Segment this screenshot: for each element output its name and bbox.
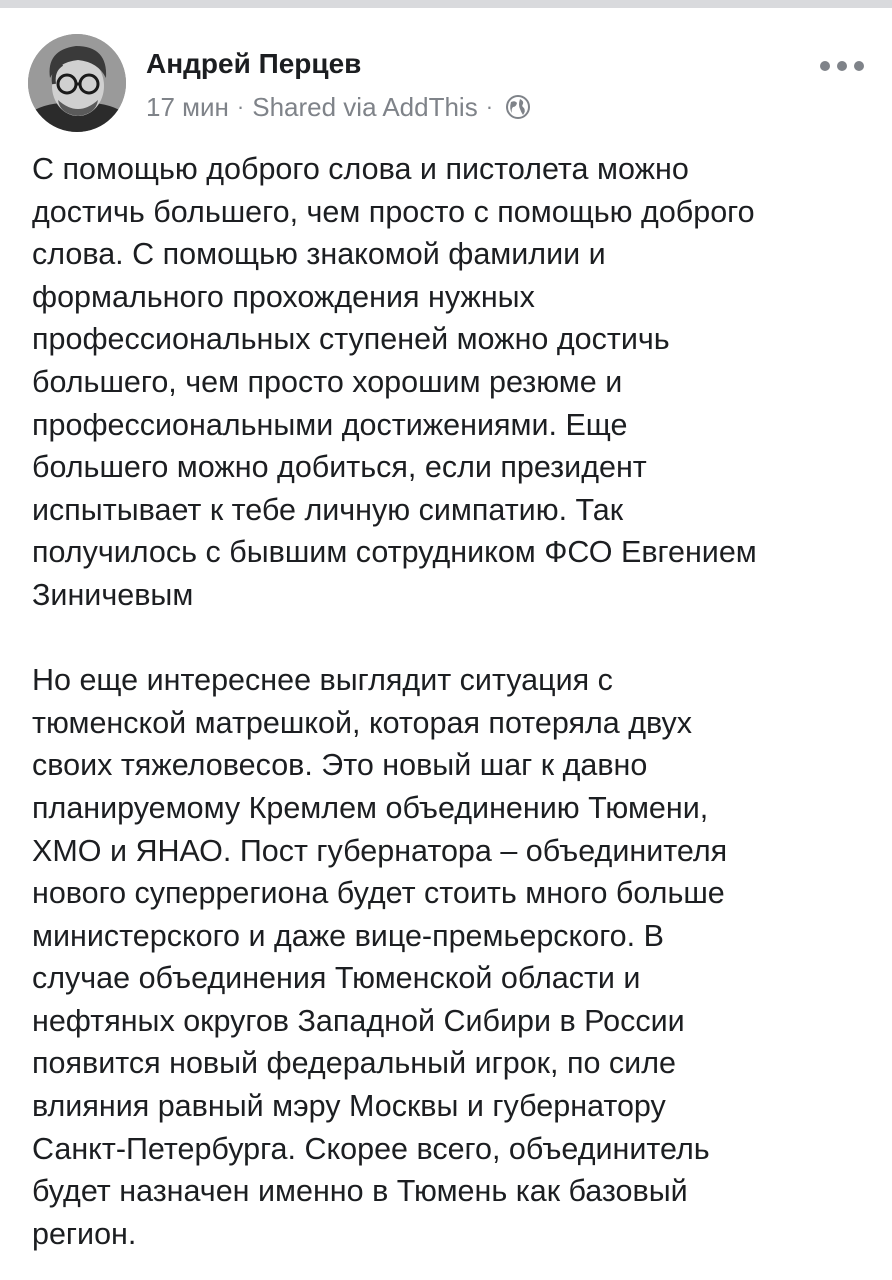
feed-post — [0, 8, 892, 1280]
text-line: профессиональных ступеней можно достичь — [32, 322, 670, 357]
text-line: министерского и даже вице-премьерского. В — [32, 918, 664, 953]
post-paragraph — [32, 659, 872, 1255]
author-name[interactable]: Андрей Перцев — [146, 48, 362, 79]
post-paragraph — [32, 148, 872, 617]
ellipsis-icon — [854, 61, 864, 71]
text-line: планируемому Кремлем объединению Тюмени, — [32, 790, 709, 825]
text-line: испытывает к тебе личную симпатию. Так — [32, 492, 624, 527]
text-line: будет назначен именно в Тюмень как базовый — [32, 1174, 688, 1209]
post-body — [32, 148, 872, 1255]
text-line: большего, чем просто хорошим резюме и — [32, 364, 623, 399]
text-line: профессиональными достижениями. Еще — [32, 407, 628, 442]
ellipsis-icon — [820, 61, 830, 71]
text-line: формального прохождения нужных — [32, 279, 535, 314]
text-line: Зиничевым — [32, 577, 194, 612]
shared-via-link[interactable]: Shared via AddThis — [252, 91, 478, 122]
top-divider — [0, 0, 892, 8]
text-line: тюменской матрешкой, которая потеряла двух — [32, 705, 693, 740]
text-line: Санкт-Петербурга. Скорее всего, объединитель — [32, 1131, 710, 1166]
text-line: слова. С помощью знакомой фамилии и — [32, 237, 606, 272]
text-line: получилось с бывшим сотрудником ФСО Евгением — [32, 535, 757, 570]
text-line: ХМО и ЯНАО. Пост губернатора – объединителя — [32, 833, 728, 868]
person-avatar-icon — [28, 34, 126, 132]
text-line: регион. — [32, 1216, 137, 1251]
paragraph-gap — [32, 617, 872, 660]
meta-separator: · — [485, 94, 494, 119]
post-time[interactable]: 17 мин — [146, 91, 229, 122]
text-line: нефтяных округов Западной Сибири в России — [32, 1003, 685, 1038]
text-line: достичь большего, чем просто с помощью доброго — [32, 194, 755, 229]
text-line: С помощью доброго слова и пистолета можно — [32, 152, 689, 186]
author-avatar[interactable] — [28, 34, 126, 132]
text-line: случае объединения Тюменской области и — [32, 961, 641, 996]
more-options-button[interactable] — [820, 56, 864, 76]
text-line: большего можно добиться, если президент — [32, 450, 647, 485]
meta-separator: · — [236, 94, 245, 119]
text-line: влияния равный мэру Москвы и губернатору — [32, 1089, 666, 1124]
ellipsis-icon — [837, 61, 847, 71]
text-line: появится новый федеральный игрок, по силе — [32, 1046, 676, 1081]
post-header — [28, 34, 864, 134]
text-line: своих тяжеловесов. Это новый шаг к давно — [32, 748, 648, 783]
text-line: нового суперрегиона будет стоить много больше — [32, 876, 725, 911]
post-meta — [146, 92, 531, 122]
globe-icon[interactable] — [505, 94, 531, 120]
text-line: Но еще интереснее выглядит ситуация с — [32, 663, 613, 698]
